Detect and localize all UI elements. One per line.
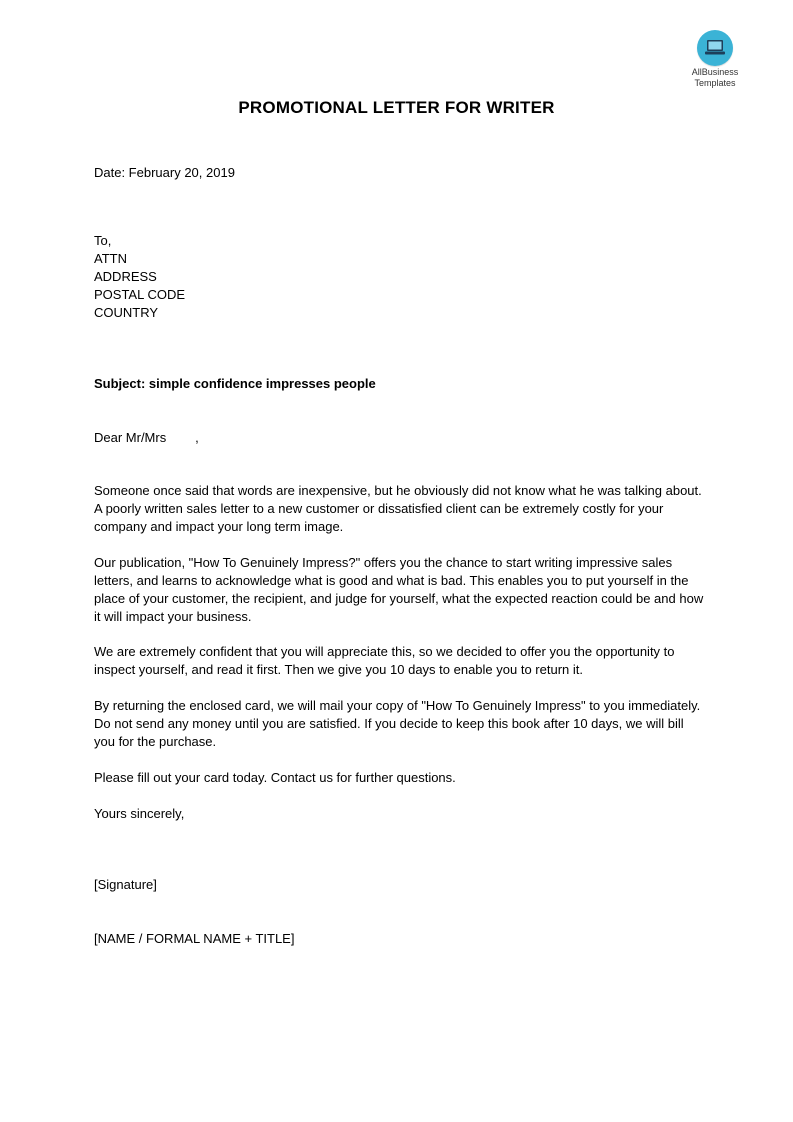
name-title-placeholder: [NAME / FORMAL NAME + TITLE] <box>94 931 295 946</box>
logo-text-line1: AllBusiness <box>691 67 739 77</box>
logo-text-line2: Templates <box>694 78 736 88</box>
letter-closing: Yours sincerely, <box>94 806 185 821</box>
body-paragraph: Someone once said that words are inexpensive, but he obviously did not know what he was talking about. A poorly written sales letter to a new customer or dissatisfied client can be extremely costly for your company and impact your long term image. <box>94 483 702 534</box>
letter-subject: Subject: simple confidence impresses people <box>94 376 376 391</box>
allbusiness-templates-logo <box>684 30 746 88</box>
body-paragraph: We are extremely confident that you will appreciate this, so we decided to offer you the opportunity to inspect yourself, and read it first. Then we give you 10 days to enable you to return it. <box>94 644 675 677</box>
address-line: ADDRESS <box>94 269 157 284</box>
letter-date: Date: February 20, 2019 <box>94 165 235 180</box>
signature-placeholder: [Signature] <box>94 877 157 892</box>
address-line: POSTAL CODE <box>94 287 186 302</box>
body-paragraph: Our publication, "How To Genuinely Impress?" offers you the chance to start writing impressive sales letters, and learns to acknowledge what is good and what is bad. This enables you to put yourself in the place of your customer, the recipient, and judge for yourself, what the expected reaction could be and how it will impact your business. <box>94 555 704 624</box>
letter-salutation: Dear Mr/Mrs , <box>94 430 199 445</box>
address-line: COUNTRY <box>94 305 159 320</box>
recipient-address <box>94 232 704 322</box>
laptop-icon <box>704 39 726 57</box>
letter-title: PROMOTIONAL LETTER FOR WRITER <box>238 98 555 117</box>
body-paragraph: By returning the enclosed card, we will mail your copy of "How To Genuinely Impress" to you immediately. Do not send any money until you are satisfied. If you decide to keep this book after 10 days, we will bill you for the purchase. <box>94 698 701 749</box>
address-line: ATTN <box>94 251 127 266</box>
logo-circle <box>697 30 733 66</box>
body-paragraph: Please fill out your card today. Contact us for further questions. <box>94 770 456 785</box>
address-line: To, <box>94 233 112 248</box>
